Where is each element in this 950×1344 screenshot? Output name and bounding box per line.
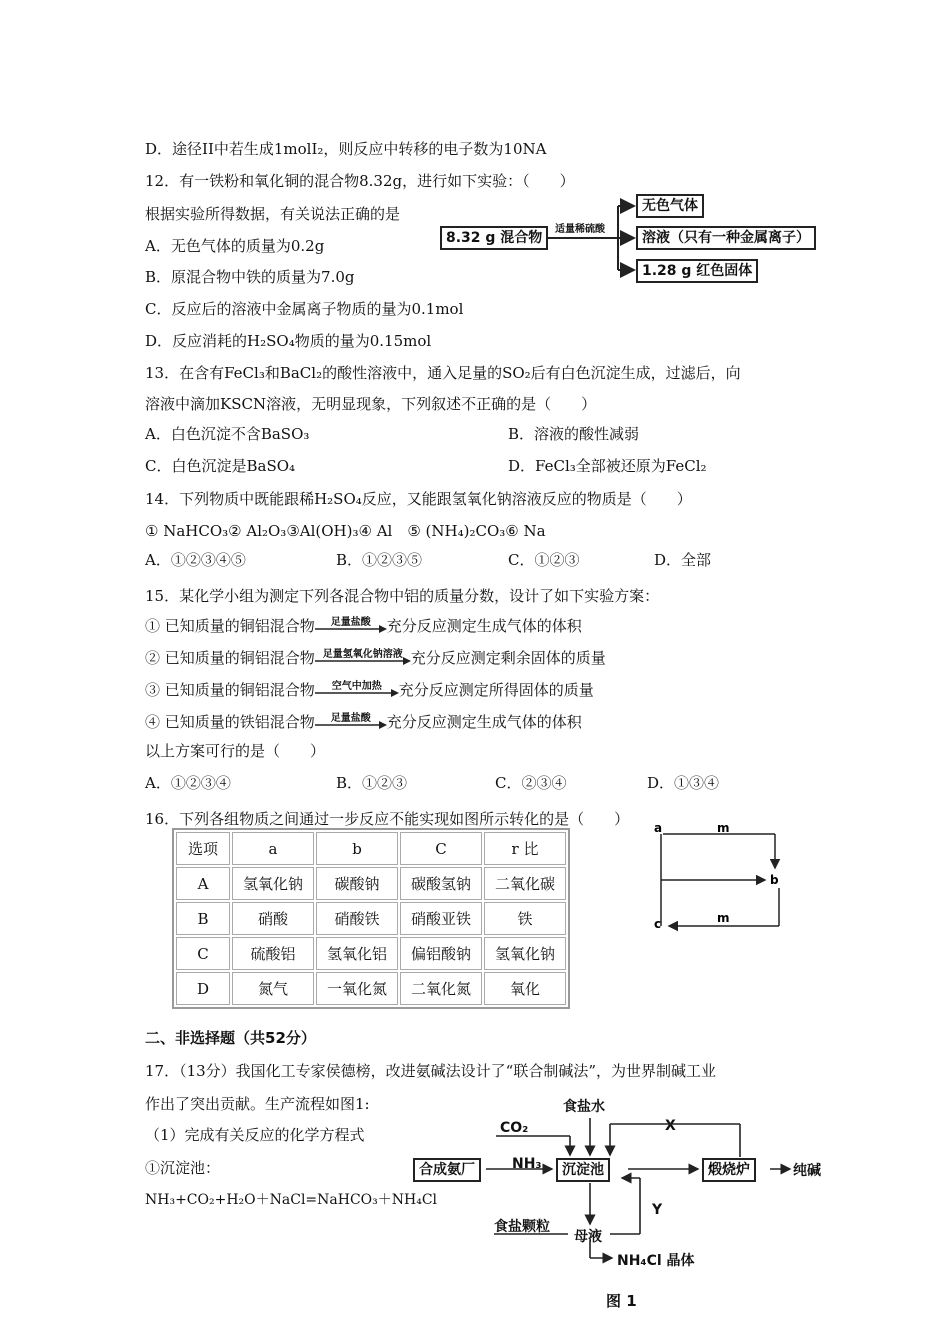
q12-arrows bbox=[548, 196, 640, 278]
table-cell: B bbox=[176, 902, 230, 935]
table-cell: 二氧化碳 bbox=[484, 867, 566, 900]
table-cell: 偏铝酸钠 bbox=[400, 937, 482, 970]
q16-diagram bbox=[645, 810, 795, 935]
q16-node-b: b bbox=[770, 873, 779, 887]
q12-output-gas: 无色气体 bbox=[636, 194, 704, 218]
q15-row-1-arrow bbox=[315, 617, 387, 637]
q12-option-c: C．反应后的溶液中金属离子物质的量为0.1mol bbox=[145, 300, 464, 318]
q15-row-4-reagent: 足量盐酸 bbox=[330, 713, 371, 724]
q15-row-2-pre: ② 已知质量的铜铝混合物 bbox=[145, 649, 315, 667]
table-cell: 氢氧化钠 bbox=[232, 867, 314, 900]
table-cell: 碳酸钠 bbox=[316, 867, 398, 900]
q17-equation: NH₃+CO₂+H₂O＋NaCl=NaHCO₃＋NH₄Cl bbox=[145, 1192, 438, 1208]
table-cell: D bbox=[176, 972, 230, 1005]
table-header-row bbox=[176, 832, 566, 865]
q14-items: ① NaHCO₃② Al₂O₃③Al(OH)₃④ Al ⑤ (NH₄)₂CO₃⑥ Na bbox=[145, 522, 546, 540]
q15-row-3-arrow bbox=[315, 681, 399, 701]
q17-sub2: ①沉淀池： bbox=[145, 1159, 221, 1177]
q15-row-4-pre: ④ 已知质量的铁铝混合物 bbox=[145, 713, 315, 731]
table-cell: 氢氧化钠 bbox=[484, 937, 566, 970]
q14-option-a: A．①②③④⑤ bbox=[145, 551, 246, 569]
q15-row-3-pre: ③ 已知质量的铜铝混合物 bbox=[145, 681, 315, 699]
table-cell: 碳酸氢钠 bbox=[400, 867, 482, 900]
flow-calciner: 煅烧炉 bbox=[702, 1158, 756, 1182]
q15-row-4-post: 充分反应测定生成气体的体积 bbox=[386, 713, 582, 731]
q13-option-a: A．白色沉淀不含BaSO₃ bbox=[145, 425, 310, 443]
table-header-cell: 选项 bbox=[176, 832, 230, 865]
flow-ammonia-plant: 合成氨厂 bbox=[413, 1158, 481, 1182]
table-cell: 硫酸铝 bbox=[232, 937, 314, 970]
q12-reagent-label: 适量稀硫酸 bbox=[555, 224, 605, 235]
flow-x: X bbox=[665, 1118, 676, 1134]
table-row bbox=[176, 902, 566, 935]
q15-option-c: C．②③④ bbox=[495, 774, 567, 792]
q15-row-1 bbox=[145, 616, 582, 637]
q14-stem: 14．下列物质中既能跟稀H₂SO₄反应，又能跟氢氧化钠溶液反应的物质是（ ） bbox=[145, 490, 692, 508]
q12-output-solid: 1.28 g 红色固体 bbox=[636, 259, 758, 283]
flow-brine: 食盐水 bbox=[563, 1099, 605, 1115]
q15-option-a: A．①②③④ bbox=[145, 774, 231, 792]
q15-row-3 bbox=[145, 680, 594, 701]
flow-nh4cl: NH₄Cl 晶体 bbox=[617, 1253, 695, 1269]
table-cell: 氧化 bbox=[484, 972, 566, 1005]
q17-sub1: （1）完成有关反应的化学方程式 bbox=[145, 1126, 365, 1144]
table-cell: 硝酸 bbox=[232, 902, 314, 935]
table-cell: C bbox=[176, 937, 230, 970]
q16-label-m-bottom: m bbox=[717, 911, 730, 925]
table-cell: 氮气 bbox=[232, 972, 314, 1005]
q13-option-b: B．溶液的酸性减弱 bbox=[508, 425, 640, 443]
q13-option-c: C．白色沉淀是BaSO₄ bbox=[145, 457, 296, 475]
q13-stem2: 溶液中滴加KSCN溶液，无明显现象，下列叙述不正确的是（ ） bbox=[145, 395, 597, 413]
q14-option-b: B．①②③⑤ bbox=[336, 551, 423, 569]
q15-row-2-arrow bbox=[315, 649, 411, 669]
table-cell: 硝酸亚铁 bbox=[400, 902, 482, 935]
flow-arrows bbox=[400, 1110, 800, 1275]
q16-node-c: c bbox=[654, 917, 662, 931]
table-row bbox=[176, 937, 566, 970]
flow-salt: 食盐颗粒 bbox=[494, 1219, 550, 1235]
table-cell: A bbox=[176, 867, 230, 900]
table-cell: 铁 bbox=[484, 902, 566, 935]
flow-caption: 图 1 bbox=[606, 1292, 637, 1310]
table-cell: 二氧化氮 bbox=[400, 972, 482, 1005]
q15-row-1-pre: ① 已知质量的铜铝混合物 bbox=[145, 617, 315, 635]
q15-option-d: D．①③④ bbox=[647, 774, 720, 792]
q11-option-d: D．途径II中若生成1molI₂，则反应中转移的电子数为10NA bbox=[145, 140, 547, 158]
q12-option-b: B．原混合物中铁的质量为7.0g bbox=[145, 268, 355, 286]
table-row bbox=[176, 972, 566, 1005]
q16-table bbox=[172, 828, 570, 1009]
q15-row-2-post: 充分反应测定剩余固体的质量 bbox=[410, 649, 606, 667]
table-cell: 硝酸铁 bbox=[316, 902, 398, 935]
q14-option-d: D．全部 bbox=[654, 551, 712, 569]
table-header-cell: a bbox=[232, 832, 314, 865]
flow-y: Y bbox=[652, 1202, 663, 1218]
q12-start-box: 8.32 g 混合物 bbox=[440, 226, 548, 250]
flow-co2: CO₂ bbox=[500, 1120, 529, 1136]
q15-row-3-reagent: 空气中加热 bbox=[331, 681, 382, 692]
section2-heading: 二、非选择题（共52分） bbox=[145, 1029, 316, 1047]
flow-settling-tank: 沉淀池 bbox=[556, 1158, 610, 1182]
q12-option-a: A．无色气体的质量为0.2g bbox=[145, 237, 325, 255]
q14-option-c: C．①②③ bbox=[508, 551, 580, 569]
q15-ask: 以上方案可行的是（ ） bbox=[145, 742, 326, 760]
table-row bbox=[176, 867, 566, 900]
q12-stem: 12．有一铁粉和氧化铜的混合物8.32g，进行如下实验：（ ） bbox=[145, 172, 575, 190]
q16-node-a: a bbox=[654, 821, 663, 835]
flow-mother-liquor: 母液 bbox=[574, 1229, 602, 1245]
q12-output-solution: 溶液（只有一种金属离子） bbox=[636, 226, 816, 250]
q16-label-m-top: m bbox=[717, 821, 730, 835]
table-cell: 一氧化氮 bbox=[316, 972, 398, 1005]
table-cell: 氢氧化铝 bbox=[316, 937, 398, 970]
q12-option-d: D．反应消耗的H₂SO₄物质的量为0.15mol bbox=[145, 332, 432, 350]
q13-option-d: D．FeCl₃全部被还原为FeCl₂ bbox=[508, 457, 707, 475]
q15-row-2 bbox=[145, 648, 606, 669]
q16-stem: 16．下列各组物质之间通过一步反应不能实现如图所示转化的是（ ） bbox=[145, 810, 630, 828]
q15-row-1-post: 充分反应测定生成气体的体积 bbox=[386, 617, 582, 635]
q12-stem2: 根据实验所得数据，有关说法正确的是 bbox=[145, 205, 401, 223]
q15-row-3-post: 充分反应测定所得固体的质量 bbox=[398, 681, 594, 699]
q15-row-2-reagent: 足量氢氧化钠溶液 bbox=[322, 649, 403, 660]
q17-stem2: 作出了突出贡献。生产流程如图1: bbox=[145, 1095, 370, 1113]
q15-row-4 bbox=[145, 712, 582, 733]
table-header-cell: r 比 bbox=[484, 832, 566, 865]
q15-row-1-reagent: 足量盐酸 bbox=[330, 617, 371, 628]
flow-nh3: NH₃ bbox=[512, 1156, 542, 1172]
q15-option-b: B．①②③ bbox=[336, 774, 408, 792]
flow-soda: 纯碱 bbox=[793, 1163, 821, 1179]
q13-stem1: 13．在含有FeCl₃和BaCl₂的酸性溶液中，通入足量的SO₂后有白色沉淀生成，过滤后，向 bbox=[145, 364, 741, 382]
table-header-cell: b bbox=[316, 832, 398, 865]
q17-stem1: 17．（13分）我国化工专家侯德榜，改进氨碱法设计了“联合制碱法”，为世界制碱工业 bbox=[145, 1062, 717, 1080]
q15-stem: 15．某化学小组为测定下列各混合物中铝的质量分数，设计了如下实验方案： bbox=[145, 587, 660, 605]
q15-row-4-arrow bbox=[315, 713, 387, 733]
table-header-cell: C bbox=[400, 832, 482, 865]
